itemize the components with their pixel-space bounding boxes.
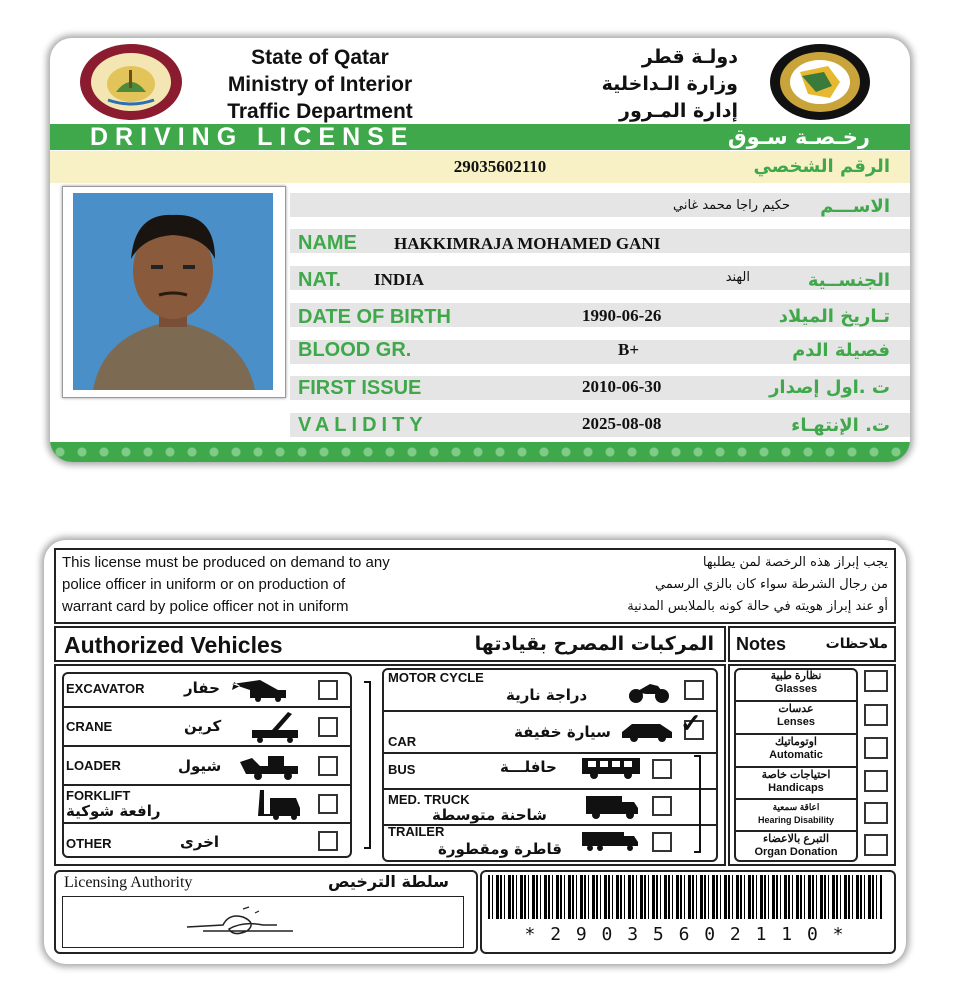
stripe (290, 193, 910, 217)
notice-arabic (508, 552, 888, 618)
dob-label-arabic: تـاريخ الميلاد (778, 306, 890, 327)
title-arabic: رخـصـة سـوق (727, 125, 870, 149)
excavator-checkbox[interactable] (318, 680, 338, 700)
vehicle-car-label: CAR (388, 734, 417, 749)
vehicle-trailer-label: TRAILER (388, 824, 445, 839)
vehicle-loader-label: LOADER (66, 758, 121, 773)
divider (736, 700, 856, 702)
notice-line: This license must be produced on demand to any (62, 554, 390, 571)
authorized-title-arabic: المركبات المصرح بقيادتها (474, 633, 714, 655)
license-back-card (44, 540, 906, 964)
title-english: DRIVING LICENSE (90, 123, 415, 151)
note-label: Organ Donation (754, 846, 838, 858)
header-english (200, 44, 440, 125)
ministry-emblem-icon (78, 42, 184, 122)
note-label-ar: عدسات (778, 703, 814, 715)
divider (384, 788, 716, 790)
header-state: State of Qatar (251, 46, 389, 69)
hearing-checkbox[interactable] (864, 802, 888, 824)
notes-title-english: Notes (736, 634, 787, 654)
lenses-checkbox[interactable] (864, 704, 888, 726)
note-label-ar: اعاقة سمعية (772, 802, 820, 812)
other-checkbox[interactable] (318, 831, 338, 851)
notice-english (62, 552, 542, 618)
vehicle-bus-arabic: حافلـــة (500, 758, 557, 776)
nationality-value: INDIA (374, 270, 425, 289)
first-issue-label: FIRST ISSUE (298, 377, 422, 399)
header-department: Traffic Department (227, 100, 413, 123)
vehicle-car-arabic: سيارة خفيفة (514, 723, 611, 741)
barcode-icon (488, 875, 882, 919)
blood-value: B+ (618, 340, 640, 359)
note-label: Automatic (769, 749, 823, 761)
vehicle-forklift-label: FORKLIFT (66, 788, 131, 803)
photo-image (73, 193, 273, 390)
id-number: 29035602110 (453, 157, 547, 176)
vehicle-crane-label: CRANE (66, 719, 113, 734)
divider (64, 822, 350, 824)
authorized-title-english: Authorized Vehicles (64, 632, 283, 658)
bracket-icon (688, 752, 710, 858)
vehicle-medtruck-label: MED. TRUCK (388, 792, 470, 807)
note-label-ar: اوتوماتيك (774, 736, 817, 748)
note-glasses (736, 670, 856, 696)
validity-value: 2025-08-08 (582, 414, 662, 433)
nationality-arabic: الهند (725, 270, 750, 285)
vehicle-forklift-arabic: رافعة شوكية (66, 802, 161, 820)
bracket-icon (356, 672, 382, 858)
vehicle-loader-arabic: شيول (178, 757, 222, 775)
notice-line: warrant card by police officer not in uniform (62, 598, 349, 615)
header-ministry-ar: وزارة الـداخلية (601, 73, 738, 95)
note-label: Lenses (777, 716, 815, 728)
truck-icon (584, 794, 640, 820)
notice-line-ar: يجب إبراز هذه الرخصة لمن يطلبها (702, 555, 888, 570)
bus-checkbox[interactable] (652, 759, 672, 779)
divider (736, 798, 856, 800)
name-value: HAKKIMRAJA MOHAMED GANI (394, 234, 661, 253)
car-checkbox[interactable] (680, 708, 704, 740)
motorcycle-icon (626, 678, 672, 704)
divider (64, 784, 350, 786)
name-arabic: حكيم راجا محمد غاني (673, 198, 790, 213)
organ-checkbox[interactable] (864, 834, 888, 856)
excavator-icon (230, 676, 302, 702)
vehicle-motorcycle-label: MOTOR CYCLE (388, 670, 484, 685)
car-icon (620, 718, 676, 742)
vehicle-excavator-label: EXCAVATOR (66, 681, 145, 696)
vehicle-other-label: OTHER (66, 836, 112, 851)
authorized-vehicles-header (54, 626, 726, 662)
first-issue-label-arabic: ت .اول إصدار (769, 377, 890, 398)
vehicle-crane-arabic: كرين (184, 717, 222, 735)
note-label-ar: التبرع بالاعضاء (762, 833, 830, 845)
signature-area (62, 896, 464, 948)
note-label: Hearing Disability (757, 815, 835, 825)
handicaps-checkbox[interactable] (864, 770, 888, 792)
note-handicaps (736, 769, 856, 795)
vehicle-trailer-arabic: قاطرة ومقطورة (438, 840, 562, 858)
divider (384, 752, 716, 754)
gcc-emblem-icon (768, 42, 872, 122)
notice-line-ar: من رجال الشرطة سواء كان بالزي الرسمي (655, 577, 888, 592)
holder-photo (62, 186, 286, 398)
person-portrait-icon (73, 193, 273, 390)
note-label-ar: نظارة طبية (770, 670, 822, 682)
barcode-number: * 2 9 0 3 5 6 0 2 1 1 0 * (524, 924, 846, 945)
name-label: NAME (298, 232, 357, 254)
licensing-authority-label: Licensing Authority (64, 874, 193, 891)
forklift-checkbox[interactable] (318, 794, 338, 814)
vehicle-excavator-arabic: حفار (184, 679, 220, 697)
divider (736, 830, 856, 832)
loader-icon (238, 752, 304, 780)
note-label-ar: احتياجات خاصة (761, 769, 831, 781)
header-state-ar: دولـة قطر (641, 46, 738, 68)
notes-title-arabic: ملاحظات (825, 636, 888, 652)
medtruck-checkbox[interactable] (652, 796, 672, 816)
notes-header (728, 626, 896, 662)
divider (64, 745, 350, 747)
notice-box (54, 548, 896, 624)
divider (736, 733, 856, 735)
vehicle-other-arabic: اخرى (180, 833, 220, 851)
checkmark-icon: ✓ (680, 708, 702, 738)
nationality-label: NAT. (298, 269, 341, 291)
note-automatic (736, 736, 856, 762)
note-organ (736, 833, 856, 859)
decorative-pattern-band (50, 442, 910, 462)
header-arabic (598, 44, 738, 125)
license-front-card (50, 38, 910, 462)
vehicle-medtruck-arabic: شاحنة متوسطة (432, 806, 547, 824)
validity-label-arabic: ت. الإنتهـاء (791, 415, 890, 436)
id-label-arabic: الرقم الشخصي (753, 156, 890, 177)
bus-icon (580, 756, 642, 780)
note-label: Handicaps (768, 782, 824, 794)
vehicle-bus-label: BUS (388, 762, 416, 777)
notice-line: police officer in uniform or on production of (62, 576, 346, 593)
note-label: Glasses (774, 683, 818, 695)
nationality-label-arabic: الجنســية (807, 270, 890, 291)
divider (736, 766, 856, 768)
note-lenses (736, 703, 856, 729)
crane-icon (248, 710, 306, 744)
name-label-arabic: الاســـم (820, 196, 890, 217)
dob-value: 1990-06-26 (582, 306, 662, 325)
notice-line-ar: أو عند إبراز هويته في حالة كونه بالملابس المدنية (627, 599, 888, 614)
motorcycle-checkbox[interactable] (684, 680, 704, 700)
validity-label: VALIDITY (298, 414, 428, 436)
first-issue-value: 2010-06-30 (582, 377, 662, 396)
header-ministry: Ministry of Interior (227, 73, 413, 96)
divider (64, 706, 350, 708)
blood-label-arabic: فصيلة الدم (792, 340, 890, 361)
automatic-checkbox[interactable] (864, 737, 888, 759)
dob-label: DATE OF BIRTH (298, 306, 451, 328)
glasses-checkbox[interactable] (864, 670, 888, 692)
trailer-icon (580, 830, 642, 854)
signature-icon (183, 901, 323, 945)
loader-checkbox[interactable] (318, 756, 338, 776)
blood-label: BLOOD GR. (298, 339, 412, 361)
note-hearing (736, 801, 856, 827)
forklift-icon (256, 788, 308, 820)
crane-checkbox[interactable] (318, 717, 338, 737)
vehicle-motorcycle-arabic: دراجة نارية (506, 686, 588, 704)
licensing-authority-arabic: سلطة الترخيص (328, 872, 449, 891)
trailer-checkbox[interactable] (652, 832, 672, 852)
divider (384, 710, 716, 712)
header-department-ar: إدارة المـرور (619, 100, 738, 122)
